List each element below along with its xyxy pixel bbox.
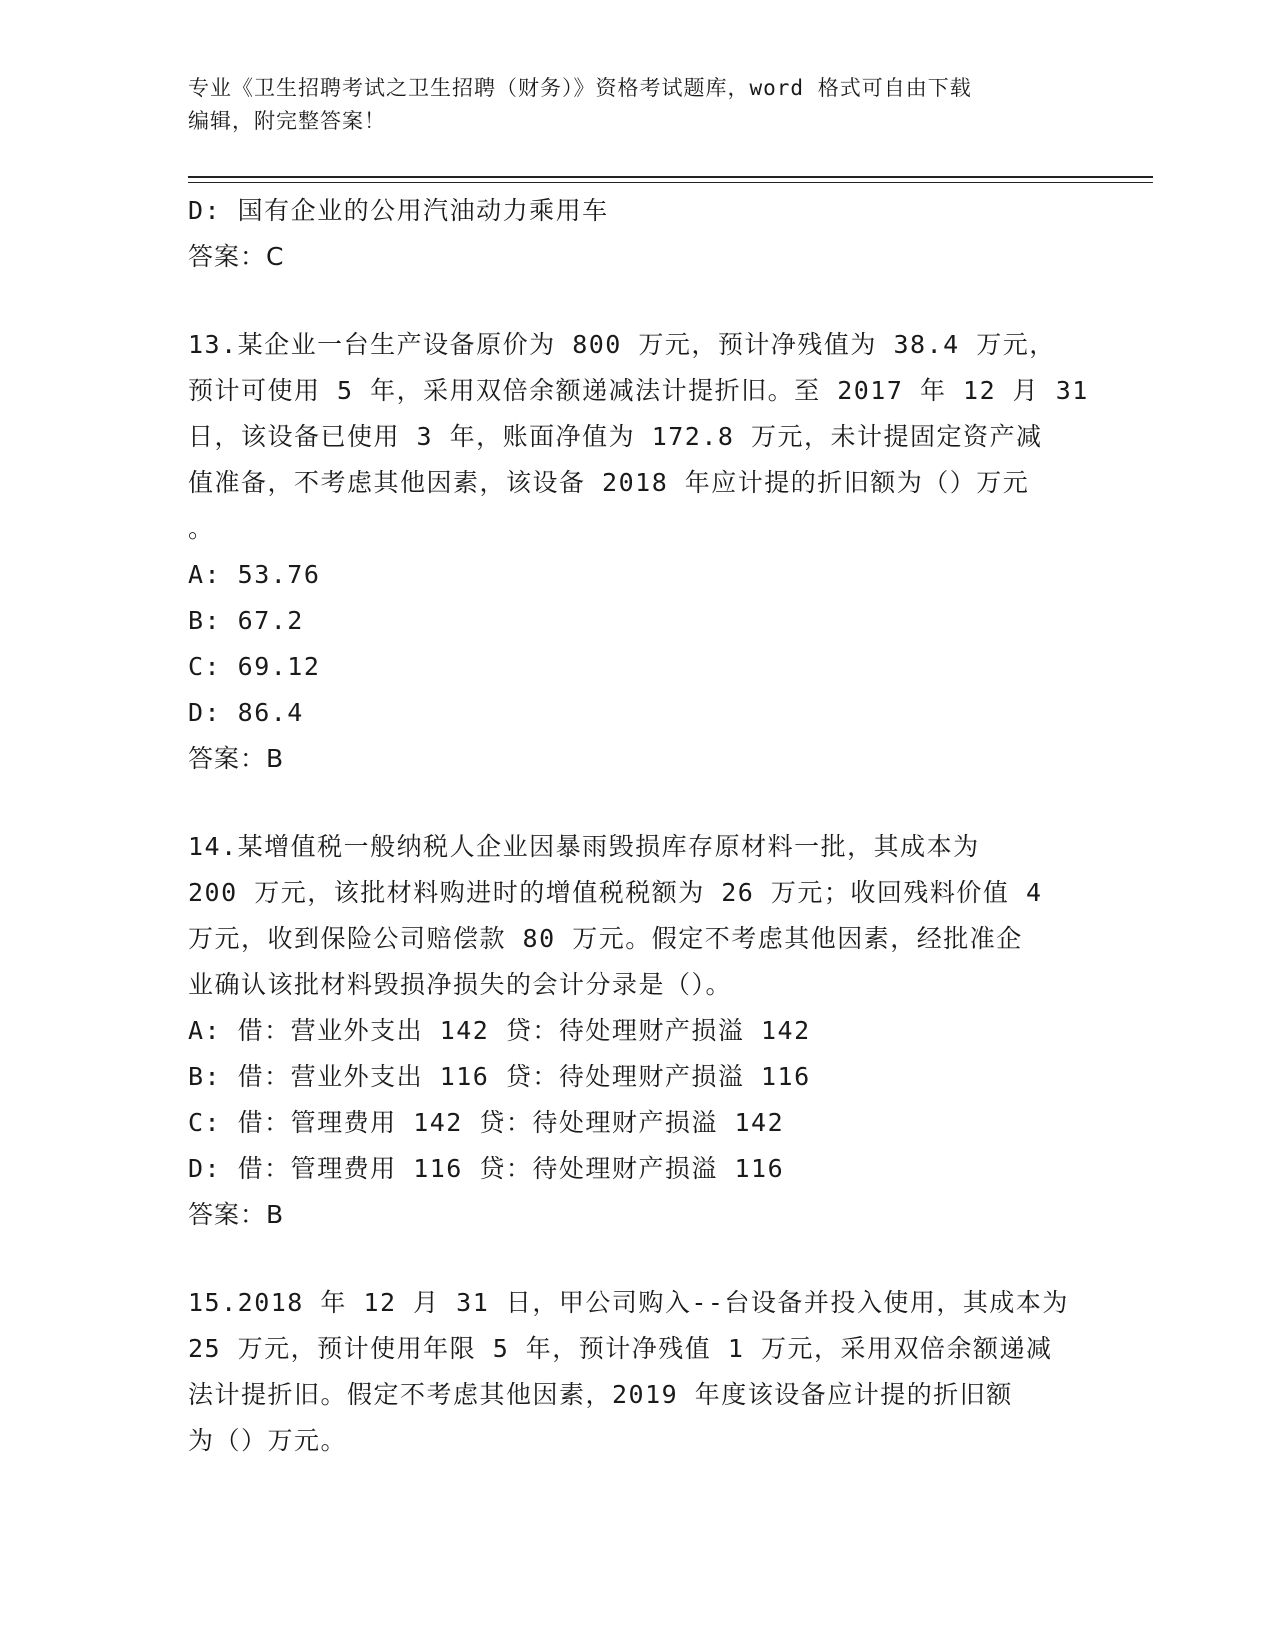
question-stem-line: 13.某企业一台生产设备原价为 800 万元，预计净残值为 38.4 万元，	[188, 330, 1056, 359]
option-d: D: 借：管理费用 116 贷：待处理财产损溢 116	[188, 1154, 785, 1183]
question-stem-line: 15.2018 年 12 月 31 日，甲公司购入--台设备并投入使用，其成本为	[188, 1288, 1069, 1317]
option-b: B: 借：营业外支出 116 贷：待处理财产损溢 116	[188, 1062, 811, 1091]
question-stem-line: 法计提折旧。假定不考虑其他因素，2019 年度该设备应计提的折旧额	[188, 1380, 1013, 1409]
document-body	[188, 188, 1088, 1464]
spacer	[188, 1238, 1088, 1280]
header-line-2: 编辑，附完整答案！	[188, 109, 386, 133]
question-stem-line: 值准备，不考虑其他因素，该设备 2018 年应计提的折旧额为（）万元	[188, 468, 1030, 497]
option-c: C: 借：管理费用 142 贷：待处理财产损溢 142	[188, 1108, 785, 1137]
question-stem-line: 14.某增值税一般纳税人企业因暴雨毁损库存原材料一批，其成本为	[188, 832, 980, 861]
answer-line: 答案：B	[188, 744, 285, 773]
header-divider-thick	[188, 176, 1153, 178]
option-b: B: 67.2	[188, 606, 304, 635]
header-divider-thin	[188, 182, 1153, 183]
option-c: C: 69.12	[188, 652, 321, 681]
answer-line: 答案：B	[188, 1200, 285, 1229]
spacer	[188, 280, 1088, 322]
page-header	[188, 72, 1068, 138]
header-line-1: 专业《卫生招聘考试之卫生招聘（财务）》资格考试题库，word 格式可自由下载	[188, 76, 972, 100]
spacer	[188, 782, 1088, 824]
question-stem-line: 为（）万元。	[188, 1426, 348, 1455]
question-stem-line: 预计可使用 5 年，采用双倍余额递减法计提折旧。至 2017 年 12 月 31	[188, 376, 1089, 405]
question-stem-line: 25 万元，预计使用年限 5 年，预计净残值 1 万元，采用双倍余额递减	[188, 1334, 1053, 1363]
option-a: A: 借：营业外支出 142 贷：待处理财产损溢 142	[188, 1016, 811, 1045]
question-15	[188, 1280, 1088, 1464]
question-stem-line: 万元，收到保险公司赔偿款 80 万元。假定不考虑其他因素，经批准企	[188, 924, 1023, 953]
question-stem-line: 日，该设备已使用 3 年，账面净值为 172.8 万元，未计提固定资产减	[188, 422, 1043, 451]
question-stem-line: 。	[188, 514, 215, 543]
question-stem-line: 业确认该批材料毁损净损失的会计分录是（）。	[188, 970, 733, 999]
question-stem-line: 200 万元，该批材料购进时的增值税税额为 26 万元；收回残料价值 4	[188, 878, 1043, 907]
question-14	[188, 824, 1088, 1238]
answer-line: 答案：C	[188, 242, 285, 271]
question-12-tail	[188, 188, 1088, 280]
question-13	[188, 322, 1088, 782]
option-d: D: 86.4	[188, 698, 304, 727]
option-d: D: 国有企业的公用汽油动力乘用车	[188, 196, 609, 225]
option-a: A: 53.76	[188, 560, 321, 589]
